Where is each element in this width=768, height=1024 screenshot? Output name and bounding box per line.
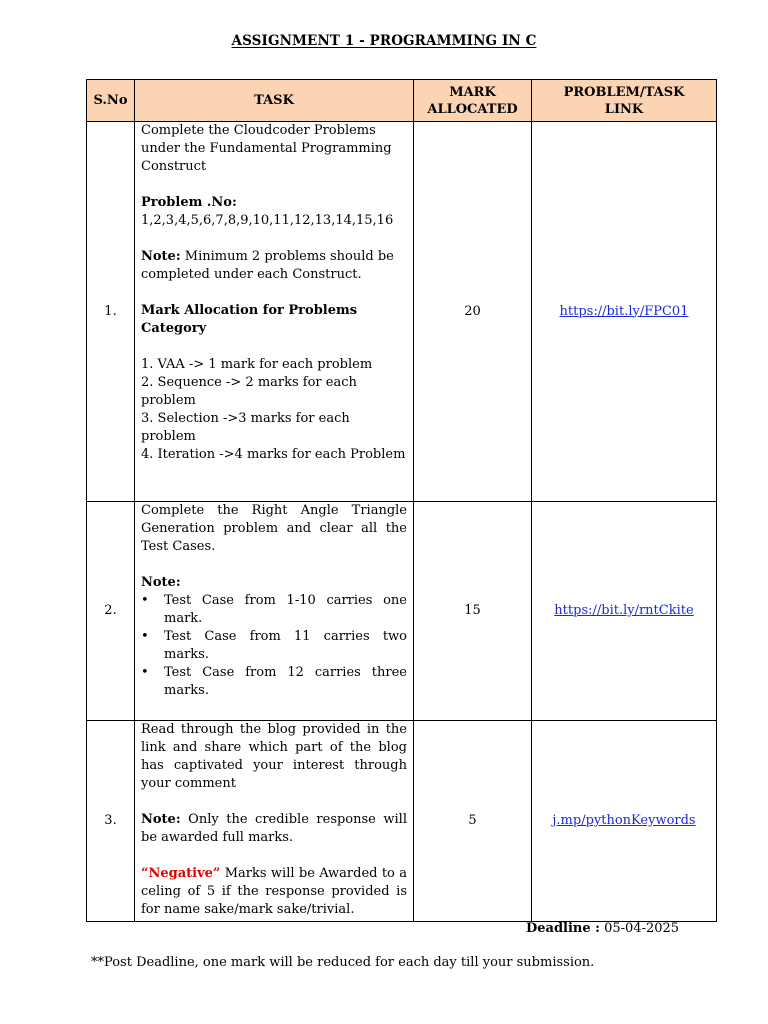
test-case-list [141, 592, 407, 700]
problem-link[interactable]: https://bit.ly/FPC01 [559, 303, 689, 319]
allocation-title: Mark Allocation for Problems Category [141, 303, 358, 336]
note-label: Note: [141, 249, 181, 264]
note-label: Note: [141, 812, 181, 827]
list-item [141, 592, 407, 628]
header-mark-line1: MARK [449, 84, 496, 100]
allocation-item: 2. Sequence -> 2 marks for each problem [141, 375, 357, 408]
header-task: TASK [135, 80, 414, 122]
bullet-icon: • [141, 593, 149, 608]
header-link [532, 80, 717, 122]
row-task [135, 721, 414, 922]
row-mark: 20 [414, 122, 532, 502]
list-item-text: Test Case from 11 carries two marks. [164, 629, 407, 662]
list-item-text: Test Case from 1-10 carries one mark. [164, 593, 407, 626]
deadline [526, 921, 679, 936]
bullet-icon: • [141, 629, 149, 644]
assignment-table [86, 79, 717, 922]
task-note [141, 811, 407, 847]
note-text: Only the credible response will be awarded full marks. [141, 812, 407, 845]
row-sno: 1. [87, 122, 135, 502]
header-sno: S.No [87, 80, 135, 122]
bullet-icon: • [141, 665, 149, 680]
allocation-item: 3. Selection ->3 marks for each problem [141, 411, 350, 444]
problem-link[interactable]: https://bit.ly/rntCkite [554, 603, 694, 618]
list-item [141, 628, 407, 664]
task-note [141, 248, 407, 284]
row-task [135, 122, 414, 502]
row-mark: 5 [414, 721, 532, 922]
negative-text: Marks will be Awarded to a celing of 5 if the response provided is for name sake/mark sake/trivial. [141, 866, 407, 917]
row-sno: 2. [87, 502, 135, 721]
header-mark-line2: ALLOCATED [427, 101, 518, 117]
table-row [87, 502, 717, 721]
allocation-item: 4. Iteration ->4 marks for each Problem [141, 447, 406, 462]
post-deadline-note: **Post Deadline, one mark will be reduced for each day till your submission. [91, 955, 595, 970]
task-intro: Read through the blog provided in the link and share which part of the blog has captivated your interest through your comment [141, 722, 407, 791]
negative-label: “Negative” [141, 866, 221, 881]
deadline-label: Deadline : [526, 921, 600, 936]
table-header-row [87, 80, 717, 122]
row-mark: 15 [414, 502, 532, 721]
row-link-cell [532, 502, 717, 721]
note-text: Minimum 2 problems should be completed under each Construct. [141, 249, 394, 282]
row-task [135, 502, 414, 721]
list-item-text: Test Case from 12 carries three marks. [164, 665, 407, 698]
table-row [87, 721, 717, 922]
negative-marking-note [141, 865, 407, 919]
allocation-item: 1. VAA -> 1 mark for each problem [141, 357, 373, 372]
row-sno: 3. [87, 721, 135, 922]
page-title: ASSIGNMENT 1 - PROGRAMMING IN C [231, 33, 537, 49]
row-link-cell [532, 721, 717, 922]
problem-link[interactable]: j.mp/pythonKeywords [552, 813, 696, 828]
header-link-line1: PROBLEM/TASK [563, 84, 685, 100]
list-item [141, 664, 407, 700]
task-intro: Complete the Cloudcoder Problems under the Fundamental Programming Construct [141, 123, 392, 174]
deadline-date: 05-04-2025 [599, 921, 680, 936]
header-mark [414, 80, 532, 122]
task-intro: Complete the Right Angle Triangle Generation problem and clear all the Test Cases. [141, 503, 407, 554]
problem-label: Problem .No: [141, 195, 237, 210]
note-label: Note: [141, 575, 181, 590]
header-link-line2: LINK [604, 101, 644, 117]
problem-numbers: 1,2,3,4,5,6,7,8,9,10,11,12,13,14,15,16 [141, 213, 394, 228]
row-link-cell [532, 122, 717, 502]
table-row [87, 122, 717, 502]
